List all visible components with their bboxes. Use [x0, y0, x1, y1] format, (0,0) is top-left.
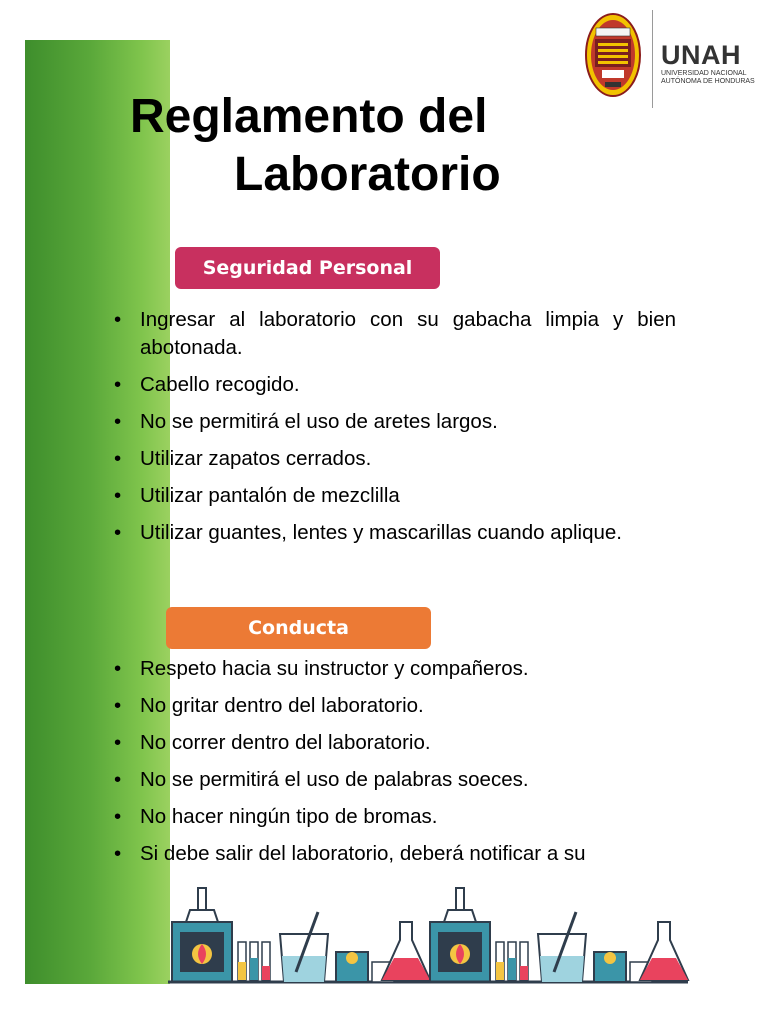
list-item: • No se permitirá el uso de aretes largos. [114, 408, 676, 436]
logo-name: UNAH [661, 40, 741, 70]
title-line1: Reglamento del [130, 90, 488, 143]
rules-list-conducta [114, 655, 676, 877]
list-item: • Utilizar pantalón de mezclilla [114, 482, 676, 510]
section-heading-conducta: Conducta [166, 607, 431, 649]
university-seal-icon [584, 12, 642, 98]
logo-divider [652, 10, 653, 108]
logo-subtitle [661, 70, 755, 86]
list-item: • No correr dentro del laboratorio. [114, 729, 676, 757]
unah-logo [584, 10, 759, 110]
logo-subtitle-line2: AUTÓNOMA DE HONDURAS [661, 78, 755, 85]
list-item: • Respeto hacia su instructor y compañeros. [114, 655, 676, 683]
title-line2: Laboratorio [234, 148, 501, 201]
rules-list-seguridad [114, 306, 676, 556]
list-item: • Utilizar zapatos cerrados. [114, 445, 676, 473]
lab-set-right [426, 888, 688, 982]
page-title [130, 88, 550, 204]
list-item: • Cabello recogido. [114, 371, 676, 399]
laboratory-glassware-icon [168, 882, 690, 986]
list-item: • No hacer ningún tipo de bromas. [114, 803, 676, 831]
section-heading-seguridad: Seguridad Personal [175, 247, 440, 289]
list-item: • Utilizar guantes, lentes y mascarillas cuando aplique. [114, 519, 676, 547]
list-item: • Ingresar al laboratorio con su gabacha limpia y bien abotonada. [114, 306, 676, 362]
lab-set-left [168, 888, 430, 982]
list-item: • Si debe salir del laboratorio, deberá notificar a su [114, 840, 676, 868]
list-item: • No gritar dentro del laboratorio. [114, 692, 676, 720]
logo-subtitle-line1: UNIVERSIDAD NACIONAL [661, 70, 747, 77]
list-item: • No se permitirá el uso de palabras soeces. [114, 766, 676, 794]
